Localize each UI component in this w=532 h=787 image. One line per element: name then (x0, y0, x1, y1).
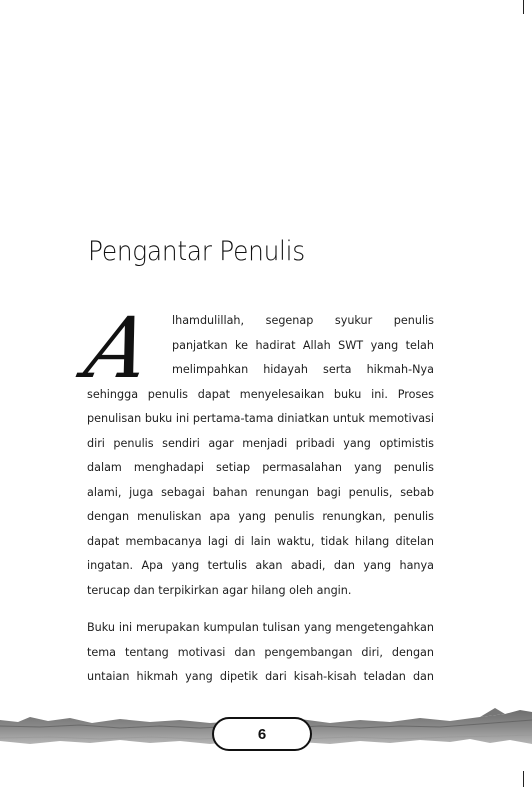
paragraph-line: dapat membacanya lagi di lain waktu, tidak hilang ditelan (87, 534, 434, 548)
paragraph-line: Buku ini merupakan kumpulan tulisan yang mengetengahkan (87, 621, 434, 634)
paragraph-line: dalam menghadapi setiap permasalahan yang penulis (87, 461, 434, 474)
paragraph-line: panjatkan ke hadirat Allah SWT yang telah (172, 338, 434, 352)
chapter-title: Pengantar Penulis (88, 236, 305, 267)
paragraph-line: melimpahkan hidayah serta hikmah-Nya (172, 363, 434, 376)
paragraph-line: lhamdulillah, segenap syukur penulis (172, 314, 434, 327)
paragraph-line: untaian hikmah yang dipetik dari kisah-kisah teladan dan (87, 670, 434, 683)
paragraph-body (87, 616, 434, 690)
paragraph-line: tema tentang motivasi dan pengembangan diri, dengan (87, 645, 434, 659)
paragraph-line: penulisan buku ini pertama-tama diniatkan untuk memotivasi (87, 412, 434, 425)
crop-mark-bottom (523, 771, 524, 787)
page-number: 6 (257, 725, 267, 743)
drop-cap-letter: A (77, 299, 160, 397)
page-number-badge (212, 717, 312, 751)
paragraph-intro (87, 309, 434, 603)
paragraph-line: sehingga penulis dapat menyelesaikan buku ini. Proses (87, 387, 434, 401)
crop-mark-top (523, 0, 524, 14)
paragraph-line: terucap dan terpikirkan agar hilang oleh angin. (87, 583, 352, 597)
paragraph-line: alami, juga sebagai bahan renungan bagi penulis, sebab (87, 485, 434, 499)
paragraph-line: dengan menuliskan apa yang penulis renungkan, penulis (87, 510, 434, 523)
paragraph-line: diri penulis sendiri agar menjadi pribadi yang optimistis (87, 436, 434, 450)
paragraph-line: ingatan. Apa yang tertulis akan abadi, dan yang hanya (87, 559, 434, 572)
